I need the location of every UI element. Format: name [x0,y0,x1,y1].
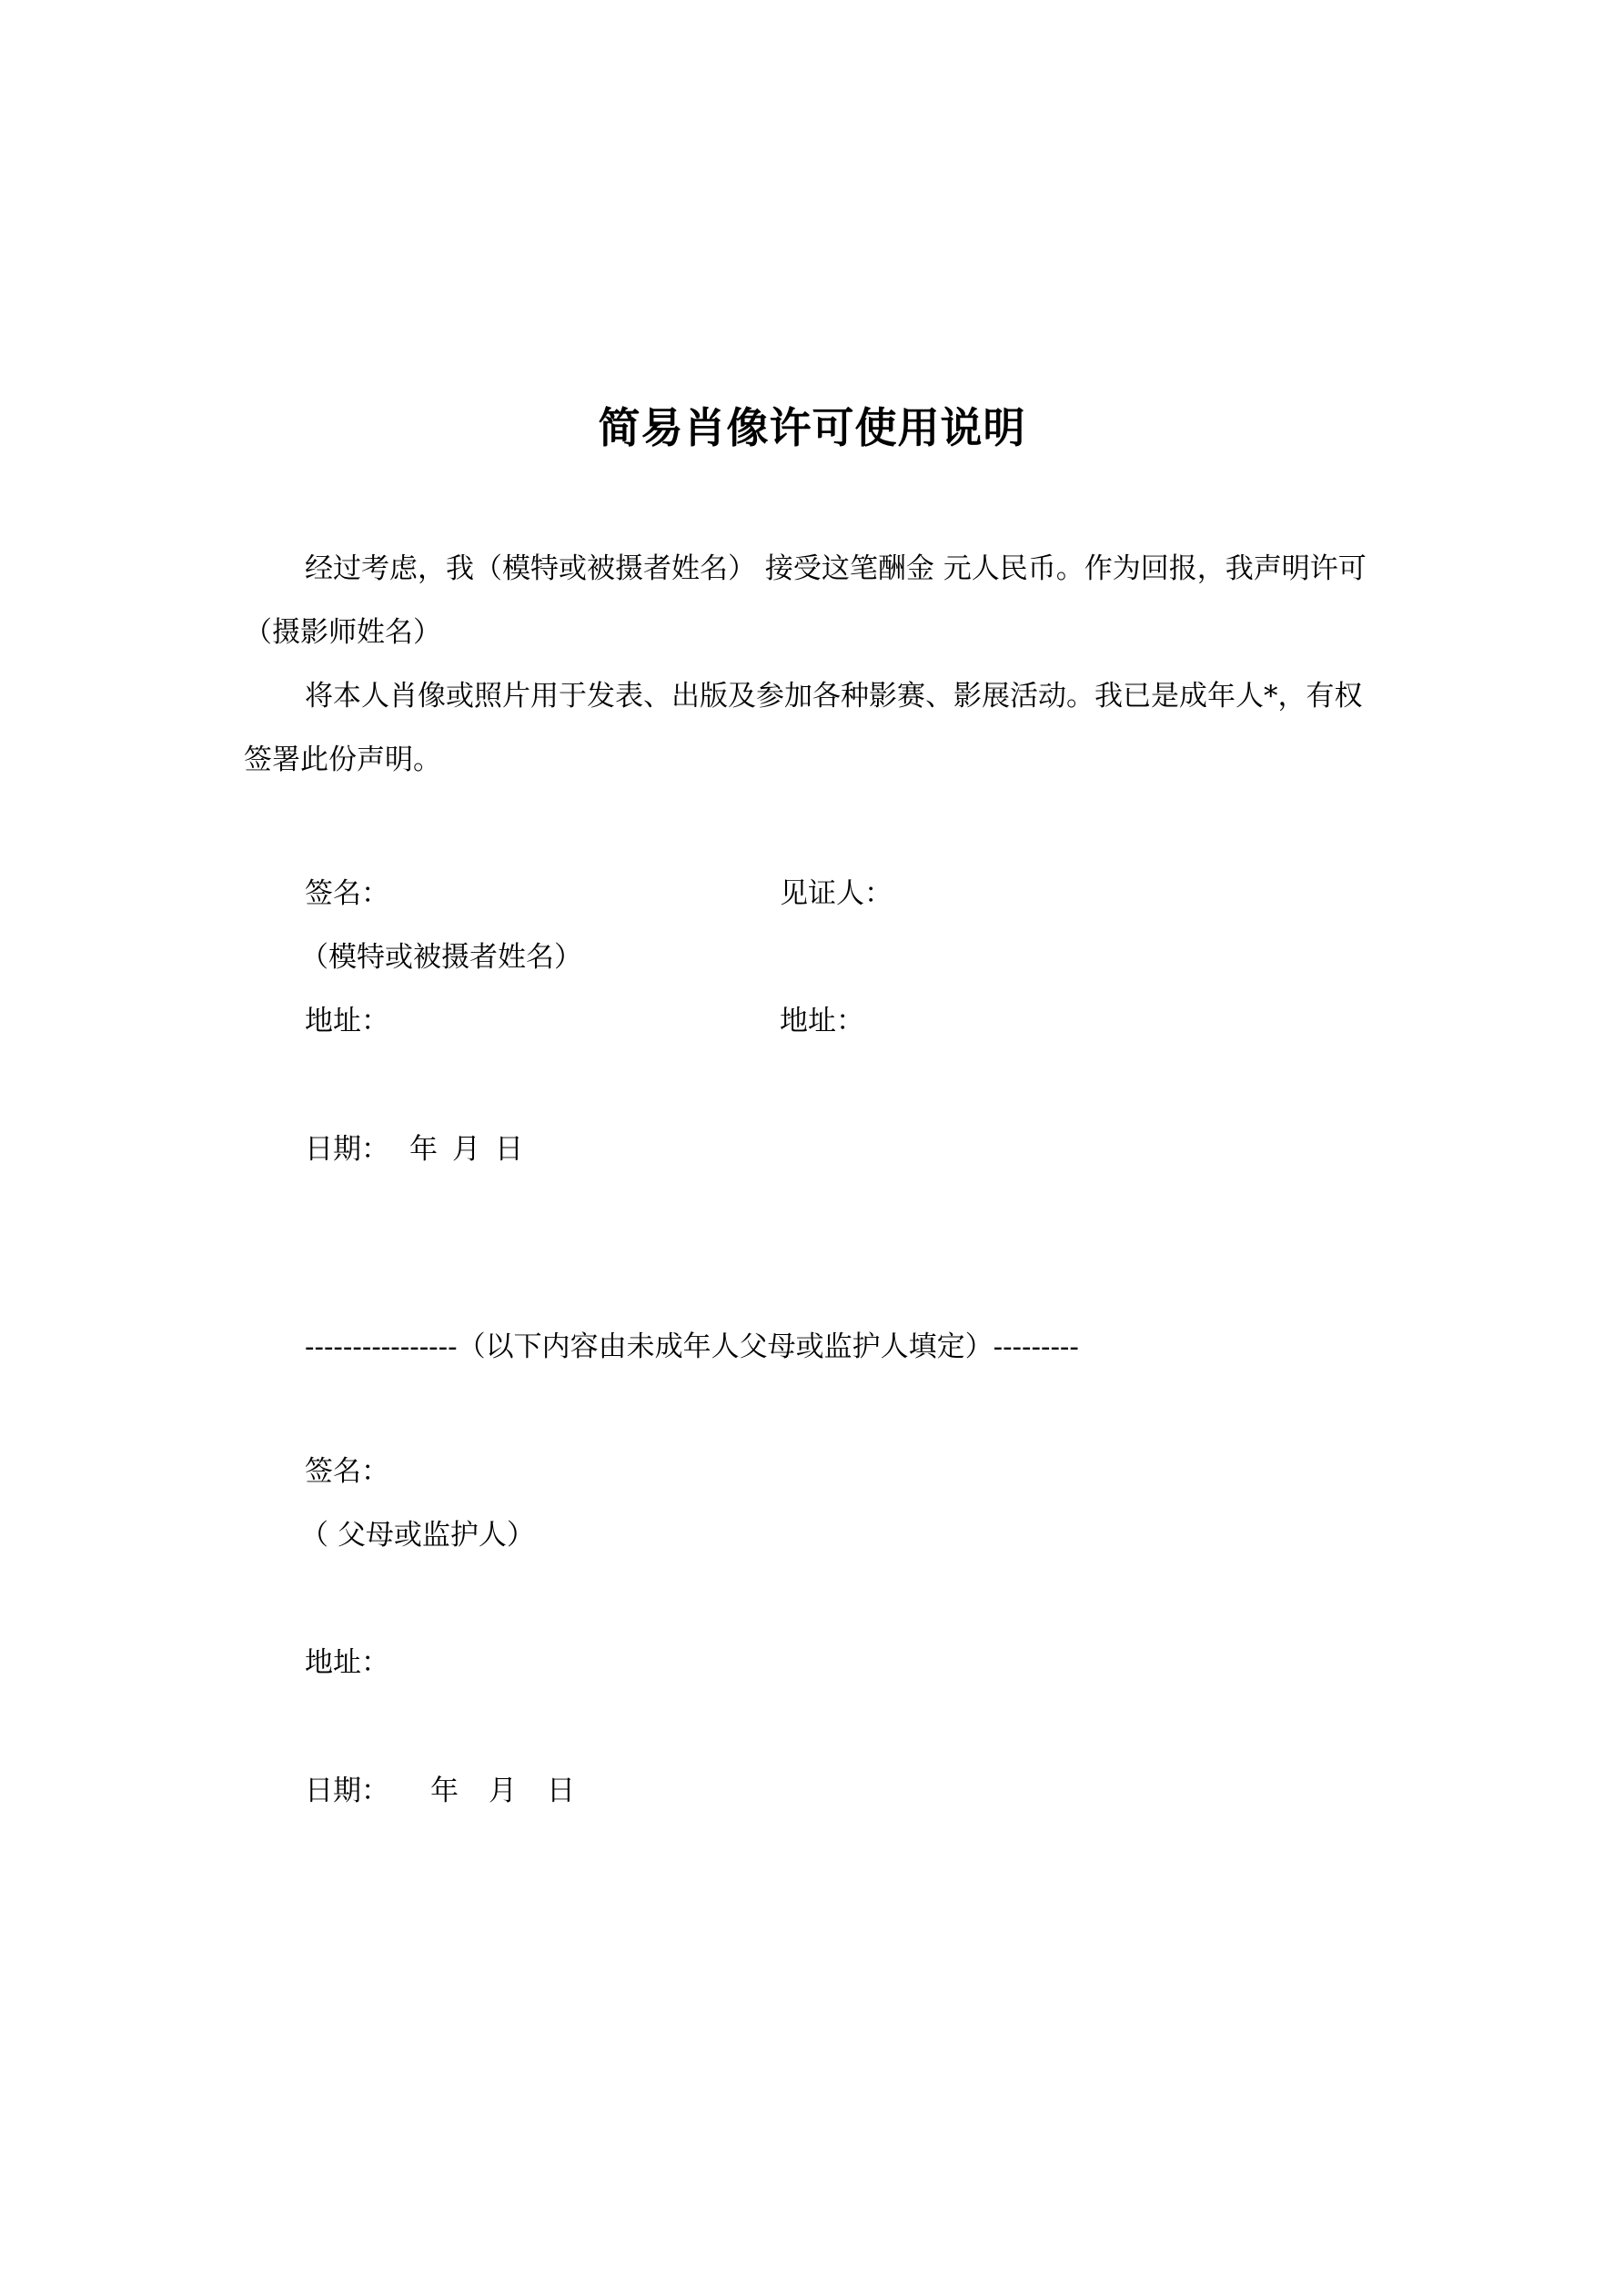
guardian-section-divider: ----------------（以下内容由未成年人父母或监护人填定）--------- [305,1330,1079,1363]
consent-paragraph-line-1: 经过考虑，我（模特或被摄者姓名） 接受这笔酬金 元人民币。作为回报，我声明许可 [305,552,1367,585]
usage-paragraph-line-2: 签署此份声明。 [244,743,441,776]
address-label-signer: 地址： [305,1005,389,1037]
address-label-witness: 地址： [780,1005,864,1037]
usage-paragraph-line-1: 将本人肖像或照片用于发表、出版及参加各种影赛、影展活动。我已是成年人*，有权 [305,680,1363,713]
signature-label: 签名： [305,877,389,910]
consent-paragraph-line-2: （摄影师姓名） [244,616,441,649]
guardian-note: （ 父母或监护人） [300,1519,535,1552]
date-line-guardian [305,1773,575,1809]
guardian-date-year: 年 [430,1775,459,1807]
guardian-address-label: 地址： [305,1646,389,1679]
guardian-date-label: 日期： [305,1775,389,1807]
signer-note: （模特或被摄者姓名） [300,941,582,974]
document-title: 简易肖像许可使用说明 [598,403,1026,452]
guardian-date-month: 月 [489,1775,517,1807]
guardian-date-day: 日 [547,1775,575,1807]
witness-label: 见证人： [780,877,893,910]
guardian-signature-label: 签名： [305,1455,389,1488]
date-year: 年 [409,1133,438,1166]
date-label: 日期： [305,1133,389,1166]
date-day: 日 [495,1133,523,1166]
date-month: 月 [452,1133,480,1166]
date-line-adult [305,1131,523,1168]
